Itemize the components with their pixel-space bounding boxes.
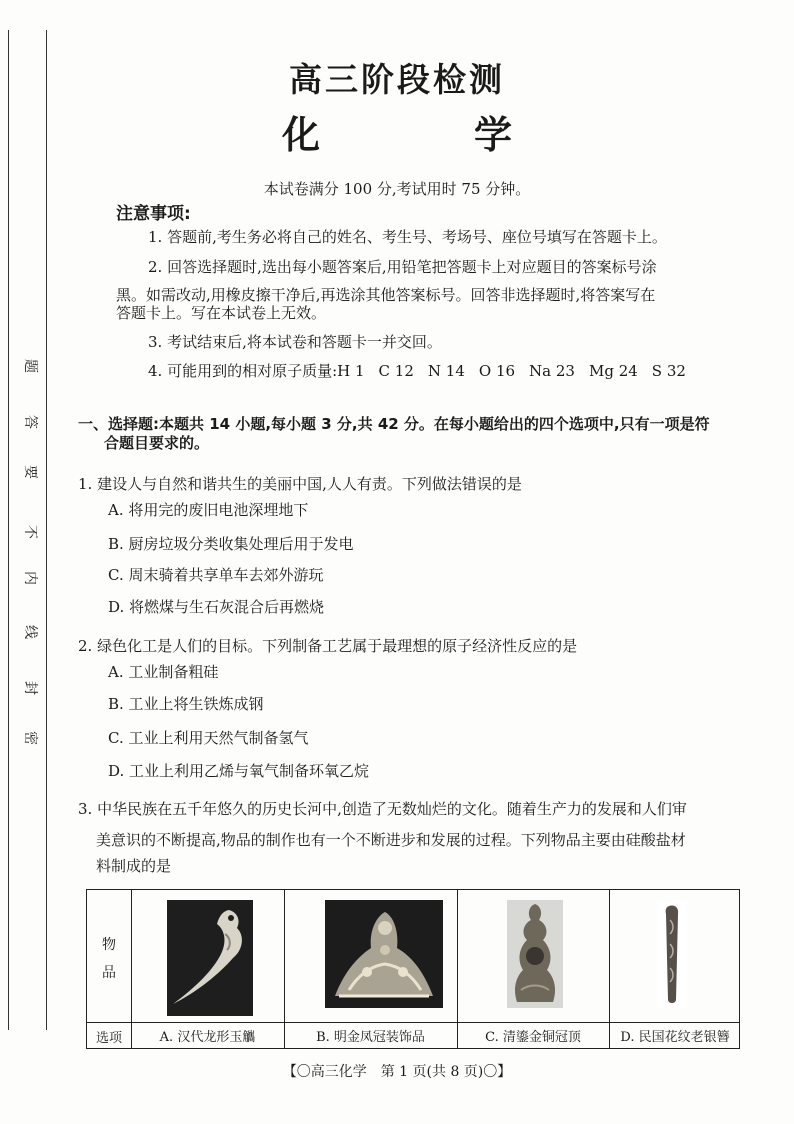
row-label-item: 物 <box>102 937 116 953</box>
question-3-table <box>86 889 740 1049</box>
seal-word: 密 <box>22 731 38 745</box>
question-3-stem-cont: 美意识的不断提高,物品的制作也有一个不断进步和发展的过程。下列物品主要由硅酸盐材 <box>96 831 686 849</box>
atomic-masses-prefix: 4. 可能用到的相对原子质量: <box>148 362 338 380</box>
question-1-option-d: D. 将燃煤与生石灰混合后再燃烧 <box>108 598 325 616</box>
question-1-stem: 1. 建设人与自然和谐共生的美丽中国,人人有责。下列做法错误的是 <box>78 475 522 493</box>
notice-line: 黑。如需改动,用橡皮擦干净后,再选涂其他答案标号。回答非选择题时,将答案写在 <box>116 286 656 304</box>
table-col-divider <box>131 890 132 1048</box>
phoenix-crown-image <box>325 900 443 1012</box>
table-col-divider <box>284 890 285 1048</box>
seal-word: 答 <box>22 415 38 429</box>
notice-line: 答题卡上。写在本试卷上无效。 <box>116 304 327 322</box>
question-1-option-a: A. 将用完的废旧电池深埋地下 <box>108 501 309 519</box>
question-2-stem: 2. 绿色化工是人们的目标。下列制备工艺属于最理想的原子经济性反应的是 <box>78 637 578 655</box>
question-2-option-a: A. 工业制备粗硅 <box>108 663 219 681</box>
question-3-stem-cont: 料制成的是 <box>96 857 172 875</box>
section-heading: 一、选择题:本题共 14 小题,每小题 3 分,共 42 分。在每小题给出的四个选项中,只有一项是符 <box>78 415 710 433</box>
table-col-divider <box>609 890 610 1048</box>
atomic-masses <box>148 360 700 381</box>
section-heading-cont: 合题目要求的。 <box>104 434 210 452</box>
seal-word: 封 <box>22 681 38 695</box>
table-row-divider <box>87 1022 739 1023</box>
question-1-option-c: C. 周末骑着共享单车去郊外游玩 <box>108 566 324 584</box>
notice-line: 2. 回答选择题时,选出每小题答案后,用铅笔把答题卡上对应题目的答案标号涂 <box>148 258 657 276</box>
element-mass: C 12 <box>378 362 414 380</box>
question-1-option-b: B. 厨房垃圾分类收集处理后用于发电 <box>108 535 354 553</box>
jade-pendant-image <box>167 900 253 1020</box>
option-b-label: B. 明金凤冠装饰品 <box>316 1030 425 1045</box>
notice-line: 1. 答题前,考生务必将自己的姓名、考生号、考场号、座位号填写在答题卡上。 <box>148 228 667 246</box>
seal-word: 内 <box>22 571 38 585</box>
option-c-label: C. 清鎏金铜冠顶 <box>485 1030 581 1045</box>
option-d-label: D. 民国花纹老银簪 <box>620 1030 730 1045</box>
row-label-item: 品 <box>102 965 116 981</box>
element-mass: N 14 <box>427 362 465 380</box>
notice-heading: 注意事项: <box>116 204 191 224</box>
seal-word: 线 <box>22 625 38 639</box>
exam-title: 高三阶段检测 <box>289 60 505 99</box>
notice-line: 3. 考试结束后,将本试卷和答题卡一并交回。 <box>148 333 442 351</box>
subject-title: 化 学 <box>281 113 570 157</box>
element-mass: H 1 <box>337 362 365 380</box>
element-mass: Na 23 <box>529 362 575 380</box>
element-mass: S 32 <box>651 362 686 380</box>
page-footer: 【〇高三化学 第 1 页(共 8 页)〇】 <box>282 1064 512 1080</box>
question-2-option-b: B. 工业上将生铁炼成钢 <box>108 695 264 713</box>
row-label-option: 选项 <box>95 1031 122 1046</box>
element-mass: O 16 <box>478 362 516 380</box>
table-col-divider <box>457 890 458 1048</box>
silver-hairpin-image <box>657 900 687 1012</box>
option-a-label: A. 汉代龙形玉觿 <box>159 1030 256 1045</box>
question-2-option-c: C. 工业上利用天然气制备氢气 <box>108 729 309 747</box>
question-2-option-d: D. 工业上利用乙烯与氧气制备环氧乙烷 <box>108 762 370 780</box>
exam-info: 本试卷满分 100 分,考试用时 75 分钟。 <box>263 180 531 198</box>
seal-word: 题 <box>22 359 38 373</box>
element-mass: Mg 24 <box>588 362 638 380</box>
question-3-stem: 3. 中华民族在五千年悠久的历史长河中,创造了无数灿烂的文化。随着生产力的发展和人们审 <box>78 800 687 818</box>
seal-word: 要 <box>22 465 38 479</box>
seal-word: 不 <box>22 525 38 539</box>
gilt-bronze-finial-image <box>507 900 563 1012</box>
